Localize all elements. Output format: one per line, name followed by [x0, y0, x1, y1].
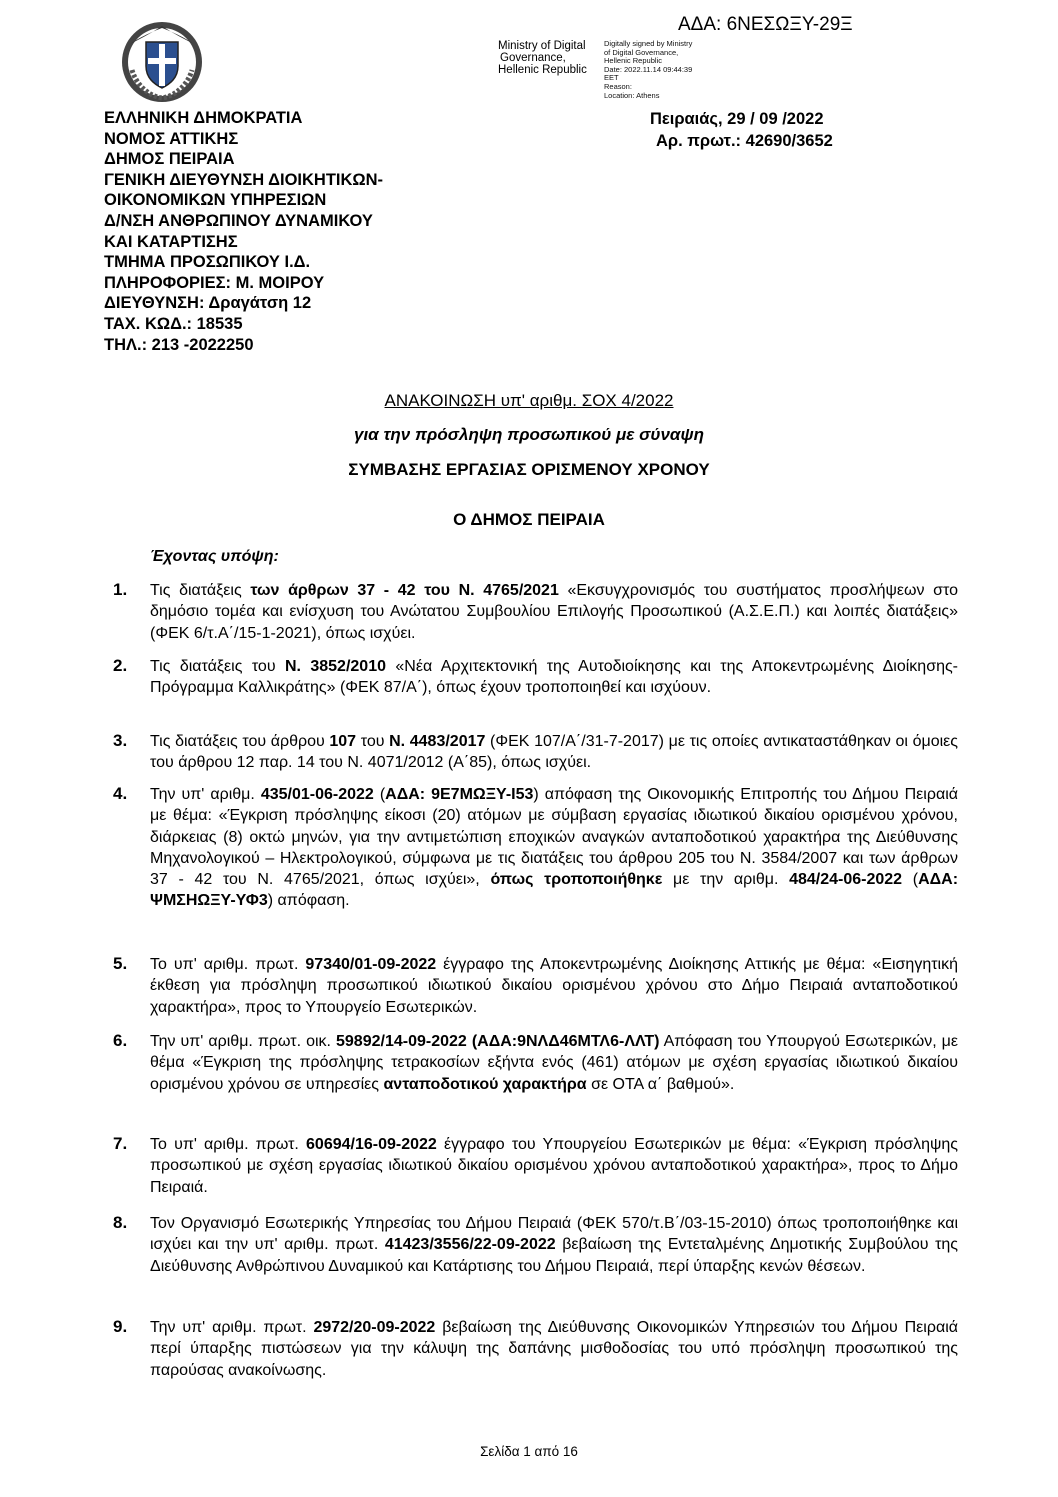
signature-info-line: Digitally signed by Ministry [604, 39, 693, 48]
issuer-line: ΠΛΗΡΟΦΟΡΙΕΣ: Μ. ΜΟΙΡΟΥ [104, 273, 325, 292]
item-number: 5. [113, 954, 128, 973]
item-text: Το υπ' αριθμ. πρωτ. 60694/16-09-2022 έγγραφο του Υπουργείου Εσωτερικών με θέμα: «Έγκριση πρόσληψης προσωπικού με σχέση εργασίας ιδιωτικού δικαίου ορισμένου χρόνου ανταποδοτικού χαρακτήρα», προς το Δήμο Πειραιά. [150, 1136, 959, 1196]
page-number-footer: Σελίδα 1 από 16 [480, 1444, 578, 1459]
item-number: 6. [113, 1031, 128, 1050]
issuing-authority: Ο ΔΗΜΟΣ ΠΕΙΡΑΙΑ [453, 510, 605, 529]
signature-info-line: Location: Athens [604, 90, 660, 100]
issuer-line: ΓΕΝΙΚΗ ΔΙΕΥΘΥΝΣΗ ΔΙΟΙΚΗΤΙΚΩΝ- [104, 170, 384, 189]
item-text: Την υπ' αριθμ. πρωτ. 2972/20-09-2022 βεβαίωση της Διεύθυνσης Οικονομικών Υπηρεσιών του Δήμου Πειραιά περί ύπαρξης πιστώσεων για την κάλυψη της δαπάνης μισθοδοσίας του υπό πρόσληψη προσωπικού της παρούσας ανακοίνωσης. [150, 1319, 958, 1379]
item-number: 7. [113, 1134, 128, 1153]
issuer-line: ΤΑΧ. ΚΩΔ.: 18535 [104, 314, 243, 333]
protocol-number: Αρ. πρωτ.: 42690/3652 [656, 132, 833, 150]
signature-info-line: of Digital Governance, [604, 47, 679, 57]
signature-org-line: Ministry of Digital [498, 40, 586, 52]
announcement-title: ΑΝΑΚΟΙΝΩΣΗ υπ' αριθμ. ΣΟΧ 4/2022 [384, 391, 674, 410]
issuer-line: ΚΑΙ ΚΑΤΑΡΤΙΣΗΣ [104, 232, 238, 251]
greek-emblem-seal [120, 20, 204, 104]
issuer-line: ΟΙΚΟΝΟΜΙΚΩΝ ΥΠΗΡΕΣΙΩΝ [104, 191, 327, 210]
item-number: 3. [113, 731, 128, 750]
issuer-line: ΔΙΕΥΘΥΝΣΗ: Δραγάτση 12 [104, 294, 312, 313]
item-text: Τις διατάξεις του Ν. 3852/2010 «Νέα Αρχιτεκτονική της Αυτοδιοίκησης και της Αποκεντρωμένης Διοίκησης- Πρόγραμμα Καλλικράτης» (ΦΕΚ 87/Α΄), όπως έχουν τροποποιηθεί και ισχύουν. [150, 658, 959, 697]
signature-organization [498, 40, 598, 76]
issuer-line: Δ/ΝΣΗ ΑΝΘΡΩΠΙΝΟΥ ΔΥΝΑΜΙΚΟΥ [104, 211, 373, 230]
item-text: Τις διατάξεις των άρθρων 37 - 42 του Ν. 4765/2021 «Εκσυγχρονισμός του συστήματος προσλήψεων στο δημόσιο τομέα και ενίσχυση του Ανώτατου Συμβουλίου Επιλογής Προσωπικού (Α.Σ.Ε.Π.) και λοιπές διατάξεις» (ΦΕΚ 6/τ.Α΄/15-1-2021), όπως ισχύει. [150, 582, 958, 642]
item-text: Το υπ' αριθμ. πρωτ. 97340/01-09-2022 έγγραφο της Αποκεντρωμένης Διοίκησης Αττικής με θέμα: «Εισηγητική έκθεση για πρόσληψη προσωπικού ιδιωτικού δικαίου ορισμένου χρόνου στο Δήμο Πειραιά ανταποδοτικού χαρακτήρα», προς το Υπουργείο Εσωτερικών. [150, 956, 958, 1016]
digital-signature-info [604, 40, 734, 100]
issuer-line: ΤΜΗΜΑ ΠΡΟΣΩΠΙΚΟΥ Ι.Δ. [104, 253, 311, 272]
issuer-block [104, 108, 383, 355]
item-number: 1. [113, 580, 128, 599]
signature-org-line: Governance, [500, 52, 566, 64]
issuer-line: ΝΟΜΟΣ ΑΤΤΙΚΗΣ [104, 129, 239, 148]
ada-code: ΑΔΑ: 6ΝΕΣΩΞΥ-29Ξ [678, 14, 853, 35]
item-text: Την υπ' αριθμ. 435/01-06-2022 (ΑΔΑ: 9Ε7ΜΩΞΥ-Ι53) απόφαση της Οικονομικής Επιτροπής του Δήμου Πειραιά με θέμα: «Έγκριση πρόσληψης είκοσι (20) ατόμων με σύμβαση εργασίας ιδιωτικού δικαίου ορισμένου χρόνου, διάρκειας (8) οκτώ μηνών, για την αντιμετώπιση εποχικών αναγκών ανταποδοτικού χαρακτήρα της Διεύθυνσης Μηχανολογικού – Ηλεκτρολογικού, σύμφωνα με τις διατάξεις του άρθρου 205 του Ν. 3584/2007 και των άρθρων 37 - 42 του Ν. 4765/2021, όπως ισχύει», όπως τροποποιήθηκε με την αριθμ. 484/24-06-2022 (ΑΔΑ: ΨΜΣΗΩΞΥ-ΥΦ3) απόφαση. [150, 786, 959, 910]
signature-info-line: EET [604, 73, 619, 83]
place-date: Πειραιάς, 29 / 09 /2022 [650, 110, 824, 128]
item-number: 9. [113, 1317, 128, 1336]
signature-org-line: Hellenic Republic [498, 64, 587, 76]
item-number: 2. [113, 656, 128, 675]
item-text: Τις διατάξεις του άρθρου 107 του Ν. 4483/2017 (ΦΕΚ 107/Α΄/31-7-2017) με τις οποίες αντικαταστάθηκαν οι όμοιες του άρθρου 12 παρ. 14 του Ν. 4071/2012 (Α΄85), όπως ισχύει. [150, 733, 958, 772]
item-number: 8. [113, 1213, 128, 1232]
contract-type: ΣΥΜΒΑΣΗΣ ΕΡΓΑΣΙΑΣ ΟΡΙΣΜΕΝΟΥ ΧΡΟΝΟΥ [348, 460, 710, 479]
issuer-line: ΔΗΜΟΣ ΠΕΙΡΑΙΑ [104, 150, 235, 169]
issuer-line: ΤΗΛ.: 213 -2022250 [104, 335, 254, 354]
item-text: Την υπ' αριθμ. πρωτ. οικ. 59892/14-09-2022 (ΑΔΑ:9ΝΛΔ46ΜΤΛ6-ΛΛΤ) Απόφαση του Υπουργού Εσωτερικών, με θέμα «Έγκριση της πρόσληψης τετρακοσίων εξήντα ενός (461) ατόμων με σχέση εργασίας ιδιωτικού δικαίου ορισμένου χρόνου σε υπηρεσίες ανταποδοτικού χαρακτήρα σε ΟΤΑ α΄ βαθμού». [150, 1033, 959, 1093]
item-text: Τον Οργανισμό Εσωτερικής Υπηρεσίας του Δήμου Πειραιά (ΦΕΚ 570/τ.Β΄/03-15-2010) όπως τροποποιήθηκε και ισχύει και την υπ' αριθμ. πρωτ. 41423/3556/22-09-2022 βεβαίωση της Εντεταλμένης Δημοτικής Συμβούλου της Διεύθυνσης Ανθρώπινου Δυναμικού και Κατάρτισης του Δήμου Πειραιά, περί ύπαρξης κενών θέσεων. [150, 1215, 959, 1275]
issuer-line: ΕΛΛΗΝΙΚΗ ΔΗΜΟΚΡΑΤΙΑ [104, 109, 303, 127]
item-number: 4. [113, 784, 128, 803]
place-date-block [650, 108, 833, 152]
signature-info-line: Date: 2022.11.14 09:44:39 [604, 64, 693, 74]
signature-info-line: Hellenic Republic [604, 56, 662, 66]
considering-label: Έχοντας υπόψη: [150, 548, 279, 565]
announcement-subject: για την πρόσληψη προσωπικού με σύναψη [354, 425, 704, 444]
signature-info-line: Reason: [604, 81, 632, 91]
